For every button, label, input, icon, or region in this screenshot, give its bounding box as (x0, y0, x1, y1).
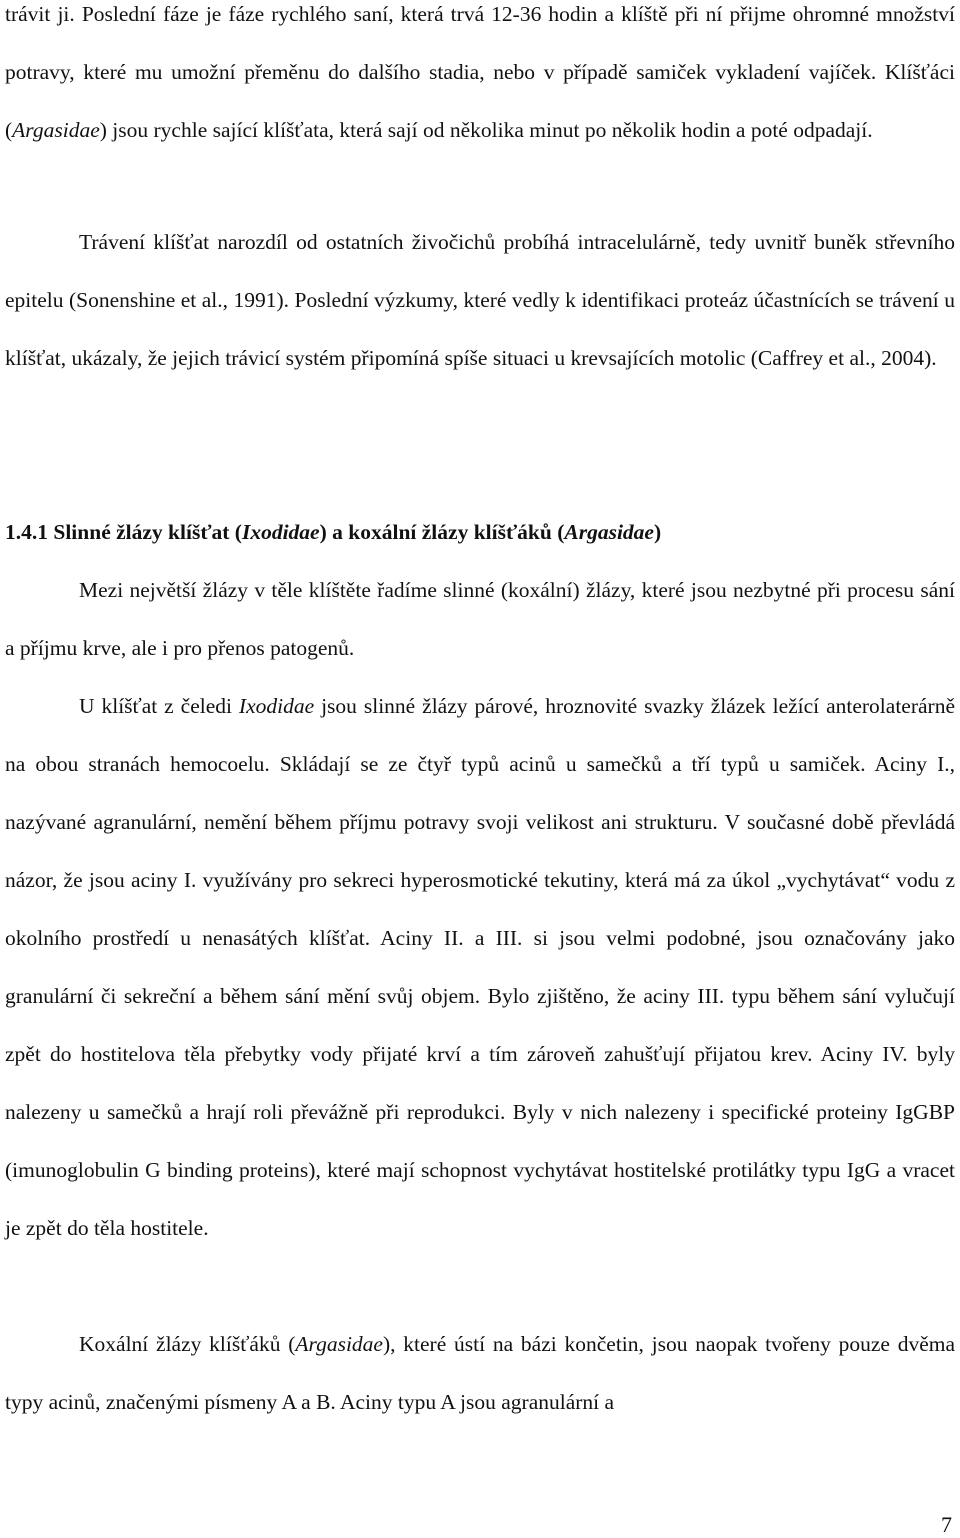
taxon-name: Argasidae (12, 118, 100, 142)
text-run: 1.4.1 Slinné žlázy klíšťat ( (5, 520, 242, 544)
taxon-name: Argasidae (564, 520, 654, 544)
section-heading (5, 517, 955, 547)
paragraph-coxal-glands (5, 1315, 955, 1431)
text-run: trávit ji. Poslední fáze je fáze rychlého saní, která trvá 12-36 hodin a klíště při ní přijme ohromné množství potravy, které mu umožní přeměnu do dalšího stadia, nebo v případě samiček vykladení vajíček. Klíšťáci ( (5, 2, 955, 142)
taxon-name: Ixodidae (241, 520, 320, 544)
page-number: 7 (941, 1512, 952, 1537)
taxon-name: Argasidae (295, 1332, 383, 1356)
paragraph-ixodidae-glands (5, 677, 955, 1257)
paragraph-digestion-phases (5, 0, 955, 159)
text-run: U klíšťat z čeledi (79, 694, 239, 718)
taxon-name: Ixodidae (238, 694, 315, 718)
text-run: Trávení klíšťat narozdíl od ostatních živočichů probíhá intracelulárně, tedy uvnitř buněk střevního epitelu (Sonenshine et al., 1991). Poslední výzkumy, které vedly k identifikaci proteáz účastnících se trávení u klíšťat, ukázaly, že jejich trávicí systém připomíná spíše situaci u krevsajících motolic (Caffrey et al., 2004). (5, 230, 955, 370)
text-run: Koxální žlázy klíšťáků ( (79, 1332, 296, 1356)
text-run: ) a koxální žlázy klíšťáků ( (319, 520, 565, 544)
text-run: ) (653, 520, 662, 544)
text-run: ), které ústí na bázi končetin, jsou naopak tvořeny pouze dvěma typy acinů, značenými písmeny A a B. Aciny typu A jsou agranulární a (5, 1332, 955, 1414)
text-run: Mezi největší žlázy v těle klíštěte řadíme slinné (koxální) žlázy, které jsou nezbytné při procesu sání a příjmu krve, ale i pro přenos patogenů. (5, 578, 955, 660)
paragraph-salivary-glands-intro (5, 561, 955, 677)
text-run: ) jsou rychle sající klíšťata, která sají od několika minut po několik hodin a poté odpadají. (99, 118, 873, 142)
paragraph-intracellular-digestion (5, 213, 955, 387)
text-run: jsou slinné žlázy párové, hroznovité svazky žlázek ležící anterolaterárně na obou stranách hemocoelu. Skládají se ze čtyř typů acinů u samečků a tří typů u samiček. Aciny I., nazývané agranulární, nemění během příjmu potravy svoji velikost ani strukturu. V současné době převládá názor, že jsou aciny I. využívány pro sekreci hyperosmotické tekutiny, která má za úkol „vychytávat“ vodu z okolního prostředí u nenasátých klíšťat. Aciny II. a III. si jsou velmi podobné, jsou označovány jako granulární či sekreční a během sání mění svůj objem. Bylo zjištěno, že aciny III. typu během sání vylučují zpět do hostitelova těla přebytky vody přijaté krví a tím zároveň zahušťují přijatou krev. Aciny IV. byly nalezeny u samečků a hrají roli převážně při reprodukci. Byly v nich nalezeny i specifické proteiny IgGBP (imunoglobulin G binding proteins), které mají schopnost vychytávat hostitelské protilátky typu IgG a vracet je zpět do těla hostitele. (5, 694, 955, 1240)
